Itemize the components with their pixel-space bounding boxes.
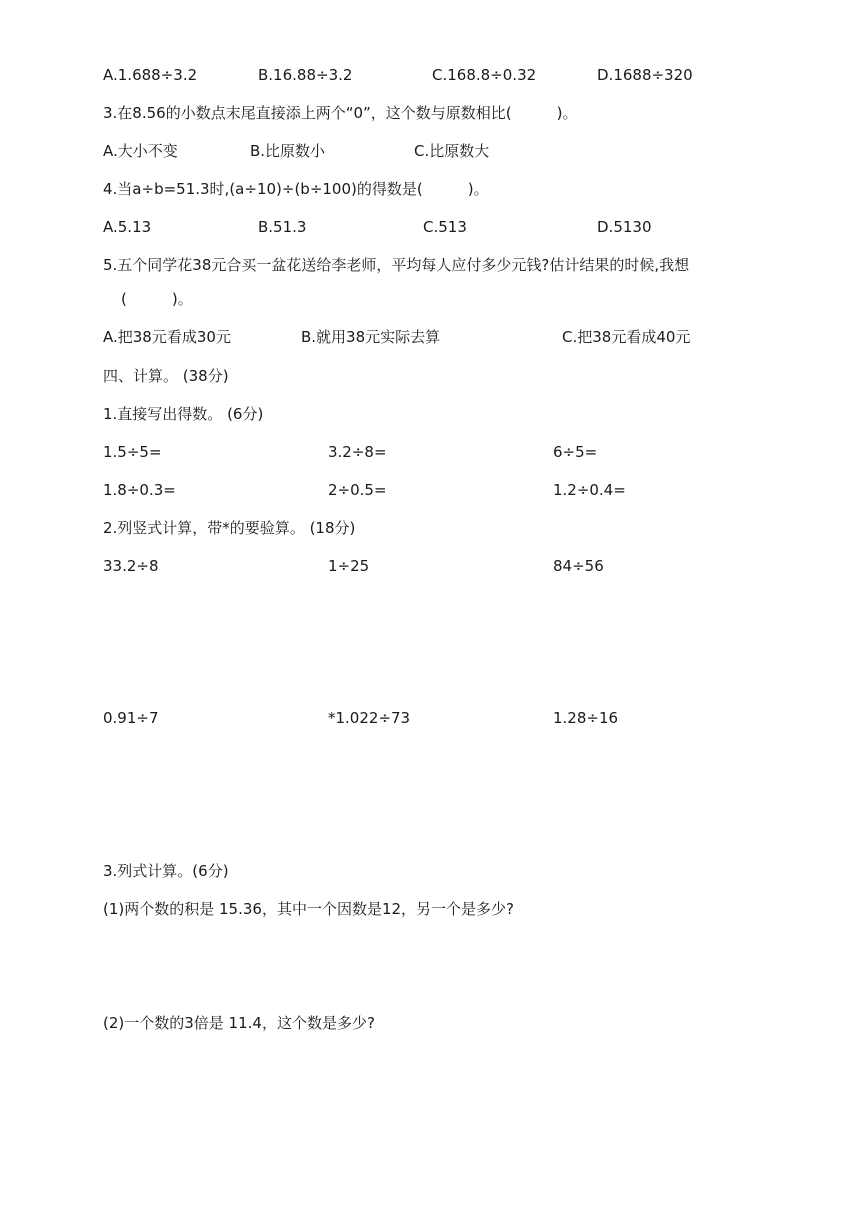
q3-option-c: C.比原数大 — [414, 142, 490, 160]
vertical-calc-6: 1.28÷16 — [553, 709, 619, 727]
vertical-calc-2: 1÷25 — [328, 557, 370, 575]
q2-option-a: A.1.688÷3.2 — [103, 66, 198, 84]
mental-calc-2: 3.2÷8= — [328, 443, 387, 461]
q2-option-d: D.1688÷320 — [597, 66, 693, 84]
q5-option-b: B.就用38元实际去算 — [301, 328, 441, 346]
part-2-title: 2.列竖式计算，带*的要验算。 (18分) — [103, 519, 356, 537]
word-problem-2: (2)一个数的3倍是 11.4，这个数是多少? — [103, 1014, 375, 1032]
vertical-calc-1: 33.2÷8 — [103, 557, 159, 575]
question-5-line1: 5.五个同学花38元合买一盆花送给李老师，平均每人应付多少元钱?估计结果的时候,我想 — [103, 256, 690, 274]
question-5-line2: ( )。 — [121, 290, 193, 308]
q4-option-c: C.513 — [423, 218, 467, 236]
part-3-title: 3.列式计算。(6分) — [103, 862, 229, 880]
q4-option-d: D.5130 — [597, 218, 652, 236]
mental-calc-3: 6÷5= — [553, 443, 598, 461]
question-4: 4.当a÷b=51.3时,(a÷10)÷(b÷100)的得数是( )。 — [103, 180, 489, 198]
part-1-title: 1.直接写出得数。 (6分) — [103, 405, 264, 423]
q4-option-b: B.51.3 — [258, 218, 307, 236]
question-3: 3.在8.56的小数点末尾直接添上两个“0”，这个数与原数相比( )。 — [103, 104, 578, 122]
word-problem-1: (1)两个数的积是 15.36，其中一个因数是12，另一个是多少? — [103, 900, 515, 918]
section-4-title: 四、计算。 (38分) — [103, 367, 229, 385]
mental-calc-5: 2÷0.5= — [328, 481, 387, 499]
mental-calc-6: 1.2÷0.4= — [553, 481, 626, 499]
mental-calc-1: 1.5÷5= — [103, 443, 162, 461]
q2-option-c: C.168.8÷0.32 — [432, 66, 537, 84]
vertical-calc-5: *1.022÷73 — [328, 709, 411, 727]
q5-option-a: A.把38元看成30元 — [103, 328, 231, 346]
mental-calc-4: 1.8÷0.3= — [103, 481, 176, 499]
q5-option-c: C.把38元看成40元 — [562, 328, 691, 346]
vertical-calc-4: 0.91÷7 — [103, 709, 159, 727]
q2-option-b: B.16.88÷3.2 — [258, 66, 353, 84]
vertical-calc-3: 84÷56 — [553, 557, 604, 575]
q3-option-b: B.比原数小 — [250, 142, 326, 160]
q3-option-a: A.大小不变 — [103, 142, 178, 160]
q4-option-a: A.5.13 — [103, 218, 152, 236]
